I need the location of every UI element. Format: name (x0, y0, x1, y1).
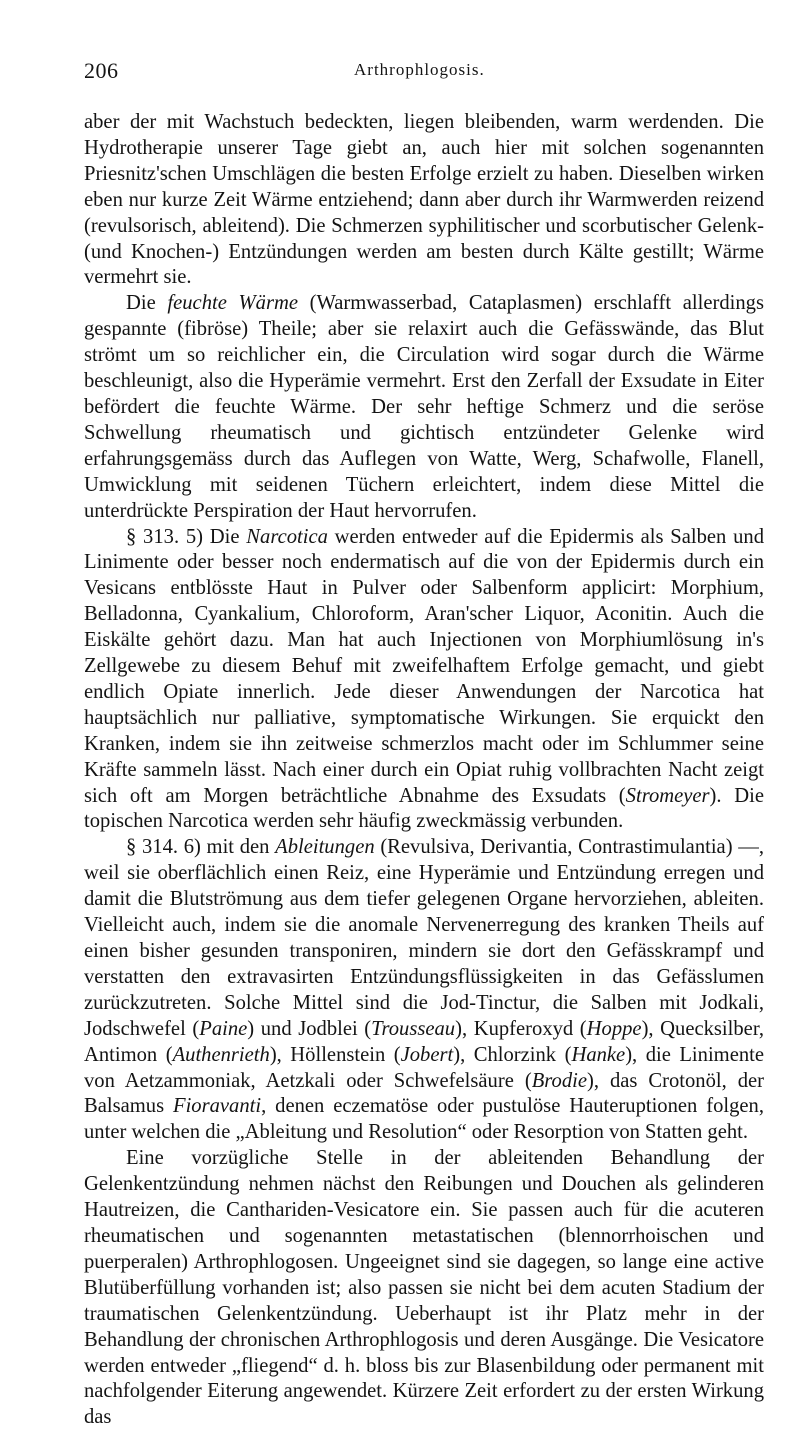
paragraph (84, 835, 764, 1146)
text-run: Die (126, 292, 168, 315)
italic-term: Narcotica (246, 525, 328, 548)
text-run: ), das Crotonöl, der Balsamus (84, 1069, 765, 1118)
text-run: werden entweder auf die Epidermis als Salben und Linimente oder besser noch endermatisch auf die von der Epidermis durch ein Vesicans entblösste Haut in Pulver oder Salbenform applicirt: Morphium, Belladonna, Cyankalium, Chloroform, Aran'scher Liquor, Aconitin. Auch die Eiskälte gehört dazu. Man hat auch Injectionen von Morphiumlösung in's Zellgewebe zu diesem Behuf mit zweifelhaftem Erfolge gemacht, und giebt endlich Opiate innerlich. Jede dieser Anwendungen der Narcotica hat hauptsächlich nur palliative, symptomatische Wirkungen. Sie erquickt den Kranken, indem sie ihn zeitweise schmerzlos macht oder im Schlummer seine Kräfte sammeln lässt. Nach einer durch ein Opiat ruhig vollbrachten Nacht zeigt sich oft am Morgen beträchtliche Abnahme des Exsudats ( (84, 525, 764, 807)
italic-term: Trousseau (371, 1017, 456, 1040)
paragraph (84, 1146, 764, 1431)
text-run: ), die Linimente von Aetzammoniak, Aetzkali oder Schwefelsäure ( (84, 1043, 764, 1092)
text-run: ). Die topischen Narcotica werden sehr häufig zweckmässig verbunden. (84, 784, 764, 833)
page-header (84, 52, 764, 90)
italic-term: feuchte Wärme (167, 292, 298, 315)
italic-term: Brodie (531, 1069, 587, 1092)
body-text (84, 110, 764, 1431)
italic-term: Stromeyer (625, 784, 710, 807)
text-run: (Warmwasserbad, Cataplasmen) erschlafft allerdings gespannte (fibröse) Theile; aber sie relaxirt auch die Gefässwände, das Blut strömt um so reichlicher ein, die Circulation wird sogar durch die Wärme beschleunigt, also die Hyperämie vermehrt. Erst den Zerfall der Exsudate in Eiter befördert die feuchte Wärme. Der sehr heftige Schmerz und die seröse Schwellung rheumatisch und gichtisch entzündeter Gelenke wird erfahrungsgemäss durch das Auflegen von Watte, Werg, Schafwolle, Flanell, Umwicklung mit seidenen Tüchern erleichtert, indem diese Mittel die unterdrückte Perspiration der Haut hervorrufen. (84, 292, 764, 522)
italic-term: Jobert (400, 1043, 454, 1066)
text-run: § 313. 5) Die (126, 525, 247, 548)
italic-term: Authenrieth (172, 1043, 270, 1066)
running-title: Arthrophlogosis. (354, 60, 485, 79)
text-run: ), Chlorzink ( (453, 1043, 572, 1066)
paragraph (84, 110, 764, 291)
text-run: (Revulsiva, Derivantia, Contrastimulantia) —, weil sie oberflächlich einen Reiz, eine Hyperämie und Entzündung erregen und damit die Blutströmung aus dem tiefer gelegenen Organe hervorziehen, ableiten. Vielleicht auch, indem sie die anomale Nervenerregung des kranken Theils auf einen bisher gesunden transponiren, mindern sie dort den Gefässkrampf und verstatten den extravasirten Entzündungsflüssigkeiten in das Gefässlumen zurückzutreten. Solche Mittel sind die Jod-Tinctur, die Salben mit Jodkali, Jodschwefel ( (84, 836, 764, 1040)
text-run: ) und Jodblei ( (247, 1017, 372, 1040)
italic-term: Hoppe (586, 1017, 642, 1040)
text-run: aber der mit Wachstuch bedeckten, liegen bleibenden, warm werdenden. Die Hydrotherapie unserer Tage giebt an, auch hier mit solchen sogenannten Priesnitz'schen Umschlägen die besten Erfolge erzielt zu haben. Dieselben wirken eben nur kurze Zeit Wärme entziehend; dann aber durch ihr Warmwerden reizend (revulsorisch, ableitend). Die Schmerzen syphilitischer und scorbutischer Gelenk- (und Knochen-) Entzündungen werden am besten durch Kälte gestillt; Wärme vermehrt sie. (84, 111, 764, 289)
text-run: ), Quecksilber, Antimon ( (84, 1017, 764, 1066)
text-run: Eine vorzügliche Stelle in der ableitenden Behandlung der Gelenkentzündung nehmen nächst den Reibungen und Douchen als gelinderen Hautreizen, die Canthariden-Vesicatore ein. Sie passen auch für die acuteren rheumatischen und sogenannten metastatischen (blennorrhoischen und puerperalen) Arthrophlogosen. Ungeeignet sind sie dagegen, so lange eine active Blutüberfüllung vorhanden ist; also passen sie nicht bei dem acuten Stadium der traumatischen Gelenkentzündung. Ueberhaupt ist ihr Platz mehr in der Behandlung der chronischen Arthrophlogosis und deren Ausgänge. Die Vesicatore werden entweder „fliegend“ d. h. bloss bis zur Blasenbildung oder permanent mit nachfolgender Eiterung angewendet. Kürzere Zeit erfordert zu der ersten Wirkung das (84, 1147, 764, 1429)
text-run: ), Höllenstein ( (269, 1043, 401, 1066)
italic-term: Paine (199, 1017, 248, 1040)
italic-term: Fioravanti (173, 1095, 262, 1118)
text-run: , denen eczematöse oder pustulöse Hauteruptionen folgen, unter welchen die „Ableitung und Resolution“ oder Resorption von Statten geht. (84, 1095, 765, 1144)
page-number: 206 (84, 58, 119, 83)
italic-term: Ableitungen (275, 836, 375, 859)
text-run: § 314. 6) mit den (126, 836, 276, 859)
paragraph (84, 525, 764, 836)
text-run: ), Kupferoxyd ( (455, 1017, 587, 1040)
italic-term: Hanke (571, 1043, 626, 1066)
paragraph (84, 291, 764, 524)
